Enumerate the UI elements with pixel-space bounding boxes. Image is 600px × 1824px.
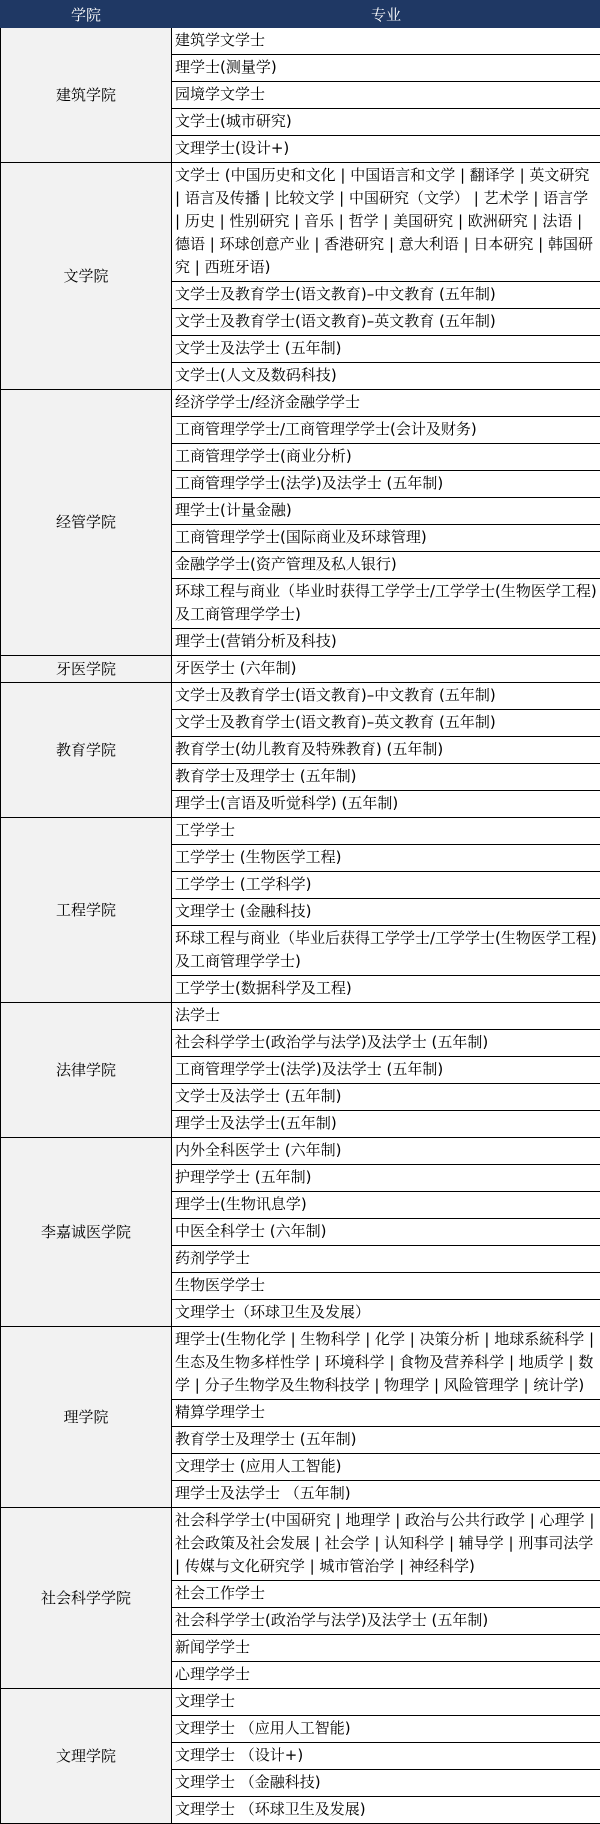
major-cell: 理学士(测量学) (172, 55, 600, 82)
faculty-cell: 社会科学学院 (1, 1508, 172, 1689)
major-cell: 文理学士(设计+) (172, 136, 600, 163)
header-row (1, 1, 600, 28)
faculty-cell: 教育学院 (1, 683, 172, 818)
major-cell: 社会科学学士(政治学与法学)及法学士 (五年制) (172, 1608, 600, 1635)
major-cell: 理学士(生物讯息学) (172, 1192, 600, 1219)
major-cell: 中医全科学士 (六年制) (172, 1219, 600, 1246)
major-cell: 心理学学士 (172, 1662, 600, 1689)
major-cell: 建筑学文学士 (172, 28, 600, 55)
table-row (1, 163, 600, 282)
table-row (1, 656, 600, 683)
major-cell: 工学学士(数据科学及工程) (172, 976, 600, 1003)
table-row (1, 1003, 600, 1030)
major-cell: 文理学士 (应用人工智能) (172, 1454, 600, 1481)
faculty-cell: 理学院 (1, 1327, 172, 1508)
major-cell: 文理学士 （设计+) (172, 1743, 600, 1770)
major-cell: 精算学理学士 (172, 1400, 600, 1427)
major-cell: 环球工程与商业（毕业后获得工学学士/工学学士(生物医学工程) 及工商管理学学士) (172, 926, 600, 976)
major-cell: 文理学士 （金融科技) (172, 1770, 600, 1797)
faculty-cell: 法律学院 (1, 1003, 172, 1138)
table-body (1, 28, 600, 1824)
table-row (1, 1138, 600, 1165)
major-cell: 经济学学士/经济金融学学士 (172, 390, 600, 417)
major-cell: 理学士(计量金融) (172, 498, 600, 525)
major-cell: 工学学士 (生物医学工程) (172, 845, 600, 872)
faculty-cell: 文理学院 (1, 1689, 172, 1824)
table-row (1, 1508, 600, 1581)
header-faculty: 学院 (1, 1, 172, 28)
major-cell: 金融学学士(资产管理及私人银行) (172, 552, 600, 579)
major-cell: 理学士(生物化学 | 生物科学 | 化学 | 决策分析 | 地球系統科学 | 生态及生物多样性学 | 环境科学 | 食物及营养科学 | 地质学 | 数学 | 分子生物学及生物科技学 | 物理学 | 风险管理学 | 统计学) (172, 1327, 600, 1400)
major-cell: 社会科学学士(政治学与法学)及法学士 (五年制) (172, 1030, 600, 1057)
major-cell: 文学士及教育学士(语文教育)–中文教育 (五年制) (172, 683, 600, 710)
major-cell: 工商管理学学士(法学)及法学士 (五年制) (172, 1057, 600, 1084)
major-cell: 理学士(言语及听觉科学) (五年制) (172, 791, 600, 818)
major-cell: 理学士及法学士(五年制) (172, 1111, 600, 1138)
major-cell: 内外全科医学士 (六年制) (172, 1138, 600, 1165)
major-cell: 文学士(人文及数码科技) (172, 363, 600, 390)
major-cell: 理学士及法学士 （五年制) (172, 1481, 600, 1508)
major-cell: 环球工程与商业（毕业时获得工学学士/工学学士(生物医学工程) 及工商管理学学士) (172, 579, 600, 629)
major-cell: 教育学士及理学士 (五年制) (172, 1427, 600, 1454)
major-cell: 工学学士 (172, 818, 600, 845)
major-cell: 理学士(营销分析及科技) (172, 629, 600, 656)
major-cell: 社会工作学士 (172, 1581, 600, 1608)
table-row (1, 1327, 600, 1400)
major-cell: 法学士 (172, 1003, 600, 1030)
table-row (1, 683, 600, 710)
major-cell: 文理学士 (172, 1689, 600, 1716)
major-cell: 工商管理学学士(国际商业及环球管理) (172, 525, 600, 552)
major-cell: 文学士及法学士 (五年制) (172, 336, 600, 363)
major-cell: 文学士 (中国历史和文化 | 中国语言和文学 | 翻译学 | 英文研究 | 语言及传播 | 比较文学 | 中国研究（文学） | 艺术学 | 语言学 | 历史 | 性别研究 | 音乐 | 哲学 | 美国研究 | 欧洲研究 | 法语 | 德语 | 环球创意产业 | 香港研究 | 意大利语 | 日本研究 | 韩国研究 | 西班牙语) (172, 163, 600, 282)
major-cell: 文学士及教育学士(语文教育)–英文教育 (五年制) (172, 710, 600, 737)
major-cell: 工商管理学学士(法学)及法学士 (五年制) (172, 471, 600, 498)
major-cell: 牙医学士 (六年制) (172, 656, 600, 683)
faculty-cell: 工程学院 (1, 818, 172, 1003)
faculty-cell: 文学院 (1, 163, 172, 390)
faculty-cell: 李嘉诚医学院 (1, 1138, 172, 1327)
major-cell: 教育学士及理学士 (五年制) (172, 764, 600, 791)
major-cell: 文学士(城市研究) (172, 109, 600, 136)
major-cell: 文学士及教育学士(语文教育)–中文教育 (五年制) (172, 282, 600, 309)
major-cell: 文学士及法学士 (五年制) (172, 1084, 600, 1111)
major-cell: 工商管理学学士/工商管理学学士(会计及财务) (172, 417, 600, 444)
major-cell: 护理学学士 (五年制) (172, 1165, 600, 1192)
major-cell: 文理学士 （应用人工智能) (172, 1716, 600, 1743)
table-row (1, 1689, 600, 1716)
major-cell: 社会科学学士(中国研究 | 地理学 | 政治与公共行政学 | 心理学 | 社会政策及社会发展 | 社会学 | 认知科学 | 辅导学 | 刑事司法学 | 传媒与文化研究学 | 城市管治学 | 神经科学) (172, 1508, 600, 1581)
major-cell: 文理学士 (金融科技) (172, 899, 600, 926)
major-cell: 新闻学学士 (172, 1635, 600, 1662)
table-row (1, 818, 600, 845)
major-cell: 工商管理学学士(商业分析) (172, 444, 600, 471)
table-row (1, 28, 600, 55)
major-cell: 教育学士(幼儿教育及特殊教育) (五年制) (172, 737, 600, 764)
major-cell: 文理学士 （环球卫生及发展) (172, 1797, 600, 1824)
table-row (1, 390, 600, 417)
major-cell: 文学士及教育学士(语文教育)–英文教育 (五年制) (172, 309, 600, 336)
major-cell: 药剂学学士 (172, 1246, 600, 1273)
major-cell: 园境学文学士 (172, 82, 600, 109)
header-major: 专业 (172, 1, 600, 28)
faculty-cell: 经管学院 (1, 390, 172, 656)
major-cell: 工学学士 (工学科学) (172, 872, 600, 899)
major-cell: 生物医学学士 (172, 1273, 600, 1300)
faculty-cell: 牙医学院 (1, 656, 172, 683)
faculty-cell: 建筑学院 (1, 28, 172, 163)
major-cell: 文理学士（环球卫生及发展） (172, 1300, 600, 1327)
